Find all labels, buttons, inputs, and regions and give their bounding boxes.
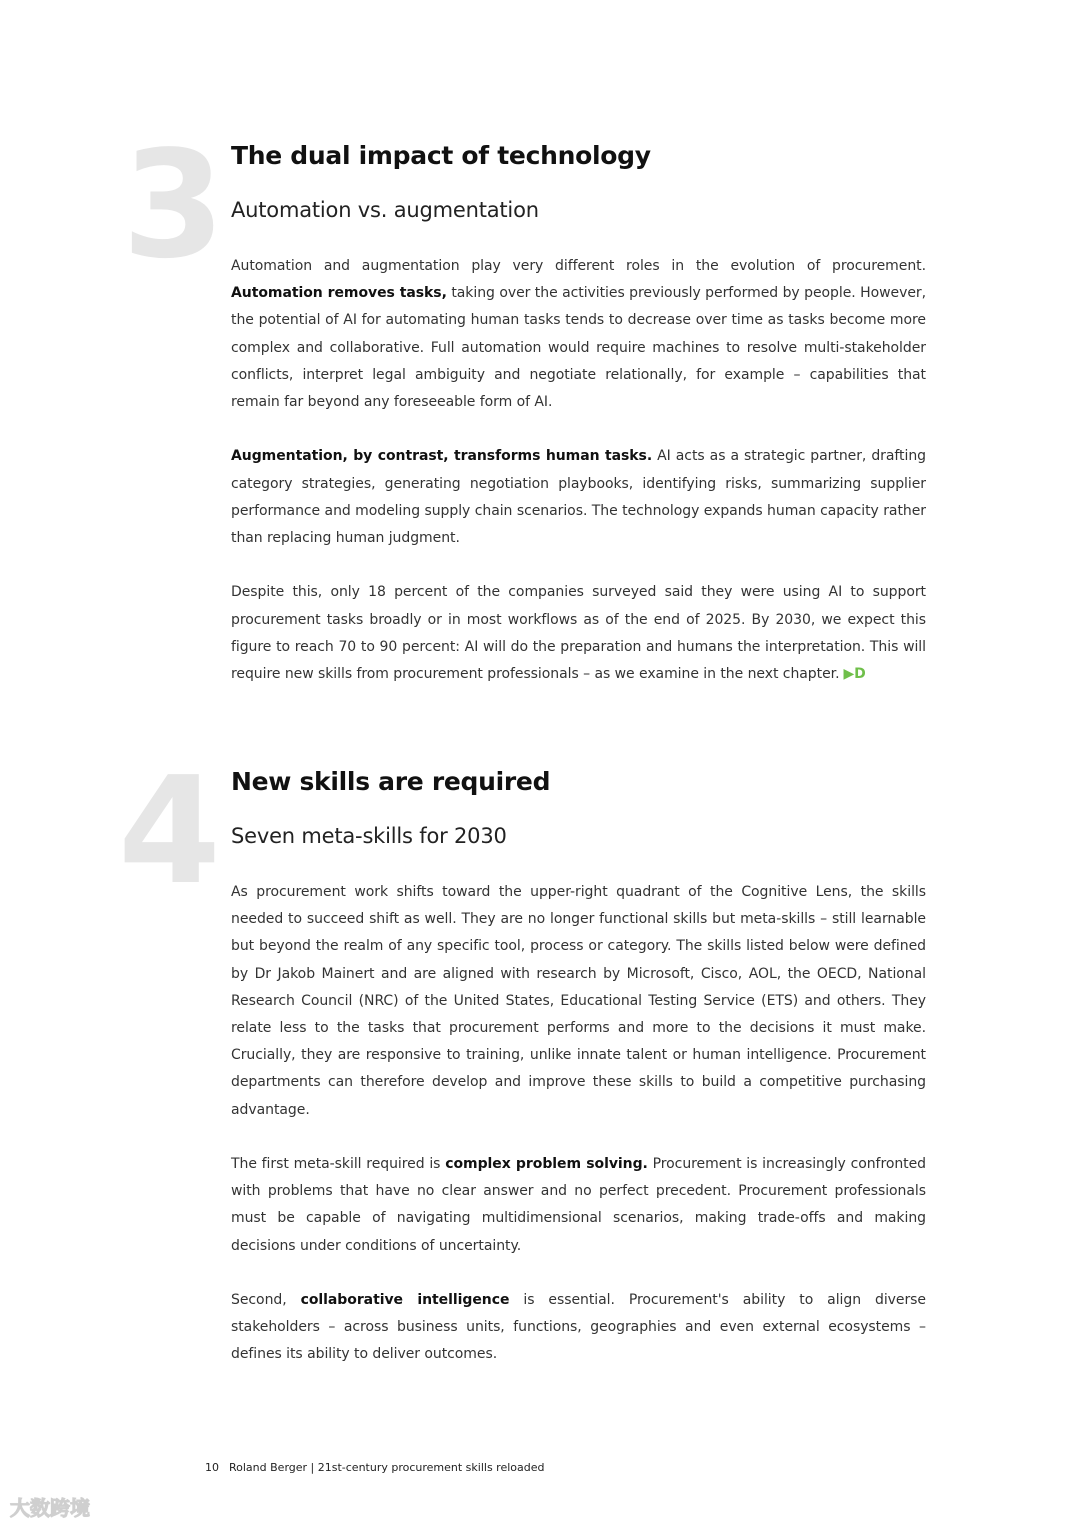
section-content [231,766,926,1369]
text-run: Procurement is increasingly confronted with problems that have no clear answer and no perfect precedent. Procurement professionals must be capable of navigating multidimensional scenarios, making trade-offs and making decisions under conditions of uncertainty. [231,1156,927,1254]
section-content [231,140,926,688]
paragraph [231,579,926,688]
section-number: 4 [118,745,217,917]
paragraph [231,443,926,552]
text-run: As procurement work shifts toward the upper-right quadrant of the Cognitive Lens, the skills needed to succeed shift as well. They are no longer functional skills but meta-skills – still learnable but beyond the realm of any specific tool, process or category. The skills listed below were defined by Dr Jakob Mainert and are aligned with research by Microsoft, Cisco, AOL, the OECD, National Research Council (NRC) of the United States, Educational Testing Service (ETS) and others. They relate less to the tasks that procurement performs and more to the decisions it must make. Crucially, they are responsive to training, unlike innate talent or human intelligence. Procurement departments can therefore develop and improve these skills to build a competitive purchasing advantage. [231,884,926,1118]
text-run: taking over the activities previously performed by people. However, the potential of AI for automating human tasks tends to decrease over time as tasks become more complex and collaborative. Full automation would require machines to resolve multi-stakeholder conflicts, interpret legal ambiguity and negotiate relationally, for example – capabilities that remain far beyond any foreseeable form of AI. [231,285,927,411]
paragraph [231,1151,926,1260]
text-run: AI acts as a strategic partner, drafting category strategies, generating negotiation playbooks, identifying risks, summarizing supplier performance and modeling supply chain scenarios. The technology expands human capacity rather than replacing human judgment. [231,448,926,547]
page-number: 10 [205,1461,219,1474]
paragraph [231,253,926,416]
bold-text: Automation removes tasks, [231,285,447,302]
bold-text: collaborative intelligence [300,1292,510,1309]
section-title: The dual impact of technology [231,141,651,170]
footer-text: Roland Berger | 21st-century procurement skills reloaded [229,1461,545,1474]
paragraph [231,1287,926,1369]
bold-text: Augmentation, by contrast, transforms human tasks. [231,448,653,465]
section-title: New skills are required [231,767,551,796]
page-footer [205,1461,544,1474]
paragraph [231,879,926,1124]
end-mark-icon: ▶D [843,666,866,683]
text-run: Second, [231,1292,301,1309]
section-subtitle: Automation vs. augmentation [231,198,539,222]
text-run: Automation and augmentation play very different roles in the evolution of procurement. [231,258,926,274]
section-subtitle: Seven meta-skills for 2030 [231,824,507,848]
text-run: is essential. Procurement's ability to align diverse stakeholders – across business units, functions, geographies and even external ecosystems – defines its ability to deliver outcomes. [231,1292,926,1363]
watermark-logo: 大数跨境 [10,1496,90,1520]
bold-text: complex problem solving. [445,1156,648,1173]
text-run: Despite this, only 18 percent of the companies surveyed said they were using AI to support procurement tasks broadly or in most workflows as of the end of 2025. By 2030, we expect this figure to reach 70 to 90 percent: AI will do the preparation and humans the interpretation. This will require new skills from procurement professionals – as we examine in the next chapter. [231,584,926,683]
text-run: The first meta-skill required is [231,1156,446,1173]
section-number: 3 [122,119,221,291]
